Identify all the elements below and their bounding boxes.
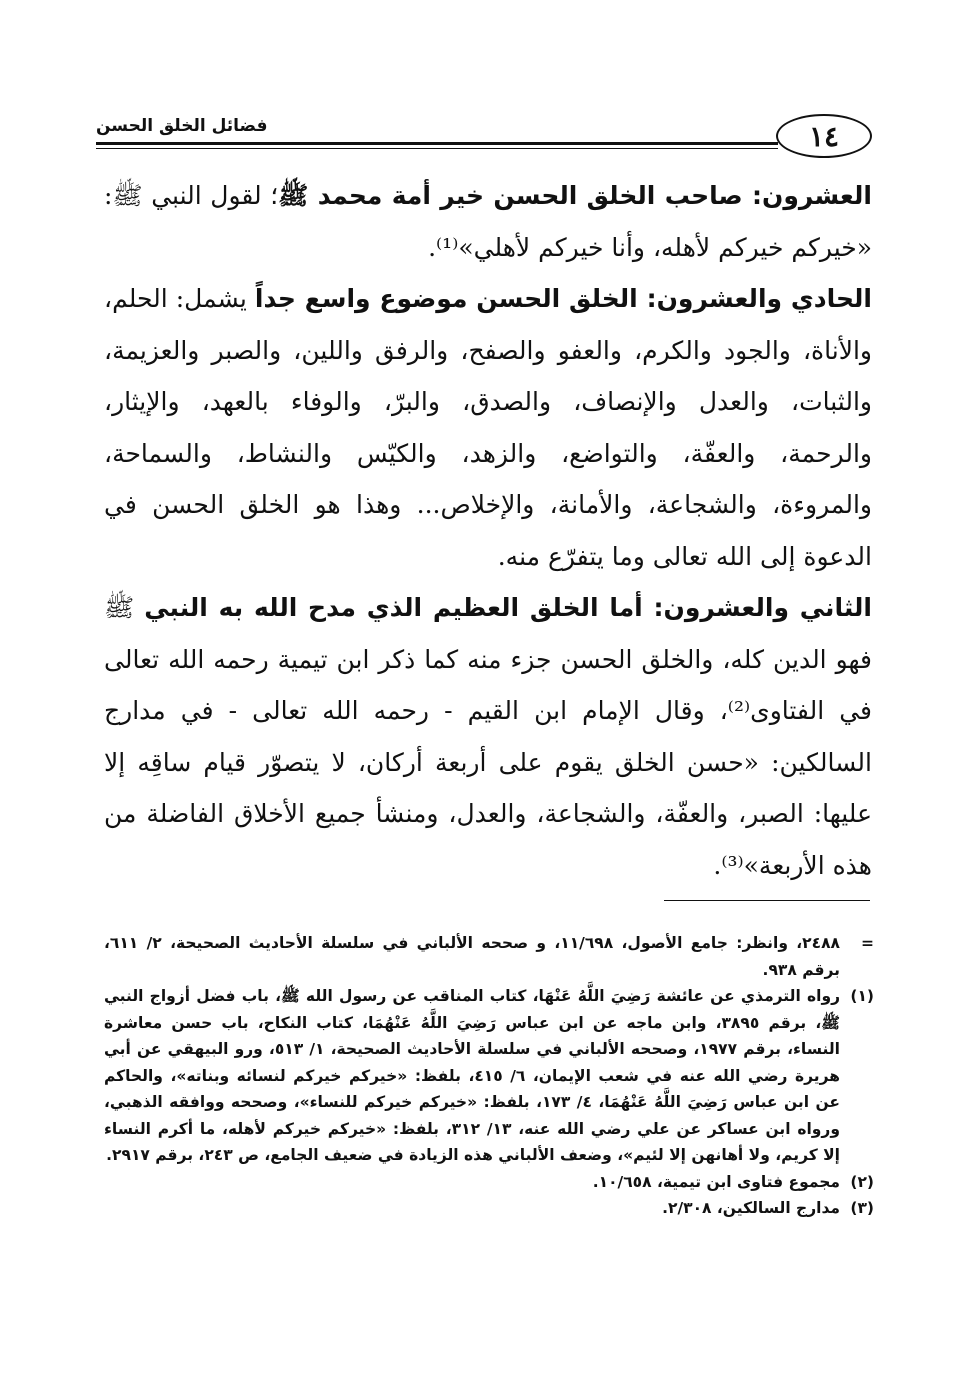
- footnote-1: [104, 983, 874, 1169]
- footnote-continued: [104, 930, 874, 983]
- footnote-text: مدارج السالكين، ٢/٣٠٨.: [662, 1199, 840, 1217]
- footnote-mark: (٢): [850, 1172, 874, 1191]
- running-title: فضائل الخلق الحسن: [96, 116, 268, 136]
- footnote-mark: (٣): [850, 1199, 874, 1217]
- paragraph-20-heading: العشرون: صاحب الخلق الحسن خير أمة محمد ﷺ: [278, 181, 872, 210]
- paragraph-22: [104, 582, 872, 891]
- footnote-3: [104, 1195, 874, 1222]
- footnote-separator: [664, 900, 870, 901]
- page-number-badge: ١٤: [776, 114, 872, 158]
- paragraph-22-heading: الثاني والعشرون: أما الخلق العظيم الذي مدح الله به النبي: [144, 593, 872, 622]
- paragraph-21: [104, 273, 872, 582]
- footnote-text: رواه الترمذي عن عائشة رَضِيَ اللَّهُ عَنْهَا، كتاب المناقب عن رسول الله ﷺ، باب فضل أزواج النبي ﷺ، برقم ٣٨٩٥، وابن ماجه عن ابن عباس رَضِيَ اللَّهُ عَنْهُمَا، كتاب النكاح، باب حسن معاشرة النساء، برقم ١٩٧٧، وصححه الألباني في سلسلة الأحاديث الصحيحة، ١/ ٥١٣، ورو البيهقي عن أبي هريرة رضي الله عنه في شعب الإيمان، ٦/ ٤١٥، بلفظ: «خيركم خيركم لنسائه وبناته»، والحاكم عن ابن عباس رَضِيَ اللَّهُ عَنْهُمَا، ٤/ ١٧٣، بلفظ: «خيركم خيركم للنساء»، وصححه ووافقه الذهبي، ورواه ابن عساكر عن علي رضي الله عنه، ١٣/ ٣١٢، بلفظ: «خيركم خيركم لأهله، ما أكرم النساء إلا كريم، ولا أهانهن إلا لئيم»، وضعف الألباني هذه الزيادة في ضعيف الجامع، ص ٢٤٣، برقم ٢٩١٧.: [104, 987, 841, 1164]
- footnote-text: ٢٤٨٨، وانظر: جامع الأصول، ١١/٦٩٨، و صححه الألباني في سلسلة الأحاديث الصحيحة، ٢/ ٦١١، برقم ٩٣٨.: [104, 934, 841, 979]
- footnote-text: مجموع فتاوى ابن تيمية، ١٠/٦٥٨.: [592, 1172, 840, 1191]
- header-rule-thin: [96, 148, 778, 149]
- paragraph-21-heading: الحادي والعشرون: الخلق الحسن موضوع واسع جداً: [254, 284, 872, 313]
- footnote-2: [104, 1169, 874, 1196]
- footnote-mark: (١): [850, 987, 874, 1005]
- header-rule: [96, 142, 778, 145]
- paragraph-20-text: ؛ لقول النبي ﷺ: «خيركم خيركم لأهله، وأنا خيركم لأهلي»⁽¹⁾.: [104, 181, 872, 262]
- footnote-mark: =: [861, 934, 874, 952]
- page-header: [96, 112, 872, 164]
- paragraph-22-text: ﷺ فهو الدين كله، والخلق الحسن جزء منه كما ذكر ابن تيمية رحمه الله تعالى في الفتاوى⁽²⁾، وقال الإمام ابن القيم - رحمه الله تعالى - في مدارج السالكين: «حسن الخلق يقوم على أربعة أركان، لا يتصوّر قيام ساقِه إلا عليها: الصبر، والعفّة، والشجاعة، والعدل، ومنشأ جميع الأخلاق الفاضلة من هذه الأربعة»⁽³⁾.: [104, 593, 873, 880]
- footnotes: [104, 930, 874, 1222]
- paragraph-21-text: يشمل: الحلم، والأناة، والجود والكرم، والعفو والصفح، والرفق واللين، والصبر والعزيمة، والثبات، والعدل والإنصاف، والصدق، والبرّ، والوفاء بالعهد، والإيثار، والرحمة، والعفّة، والتواضع، والزهد، والكيّس والنشاط، والسماحة، والمروءة، والشجاعة، والأمانة، والإخلاص... وهذا هو الخلق الحسن في الدعوة إلى الله تعالى وما يتفرّع منه.: [104, 284, 872, 571]
- paragraph-20: [104, 170, 872, 273]
- main-text: [104, 170, 872, 891]
